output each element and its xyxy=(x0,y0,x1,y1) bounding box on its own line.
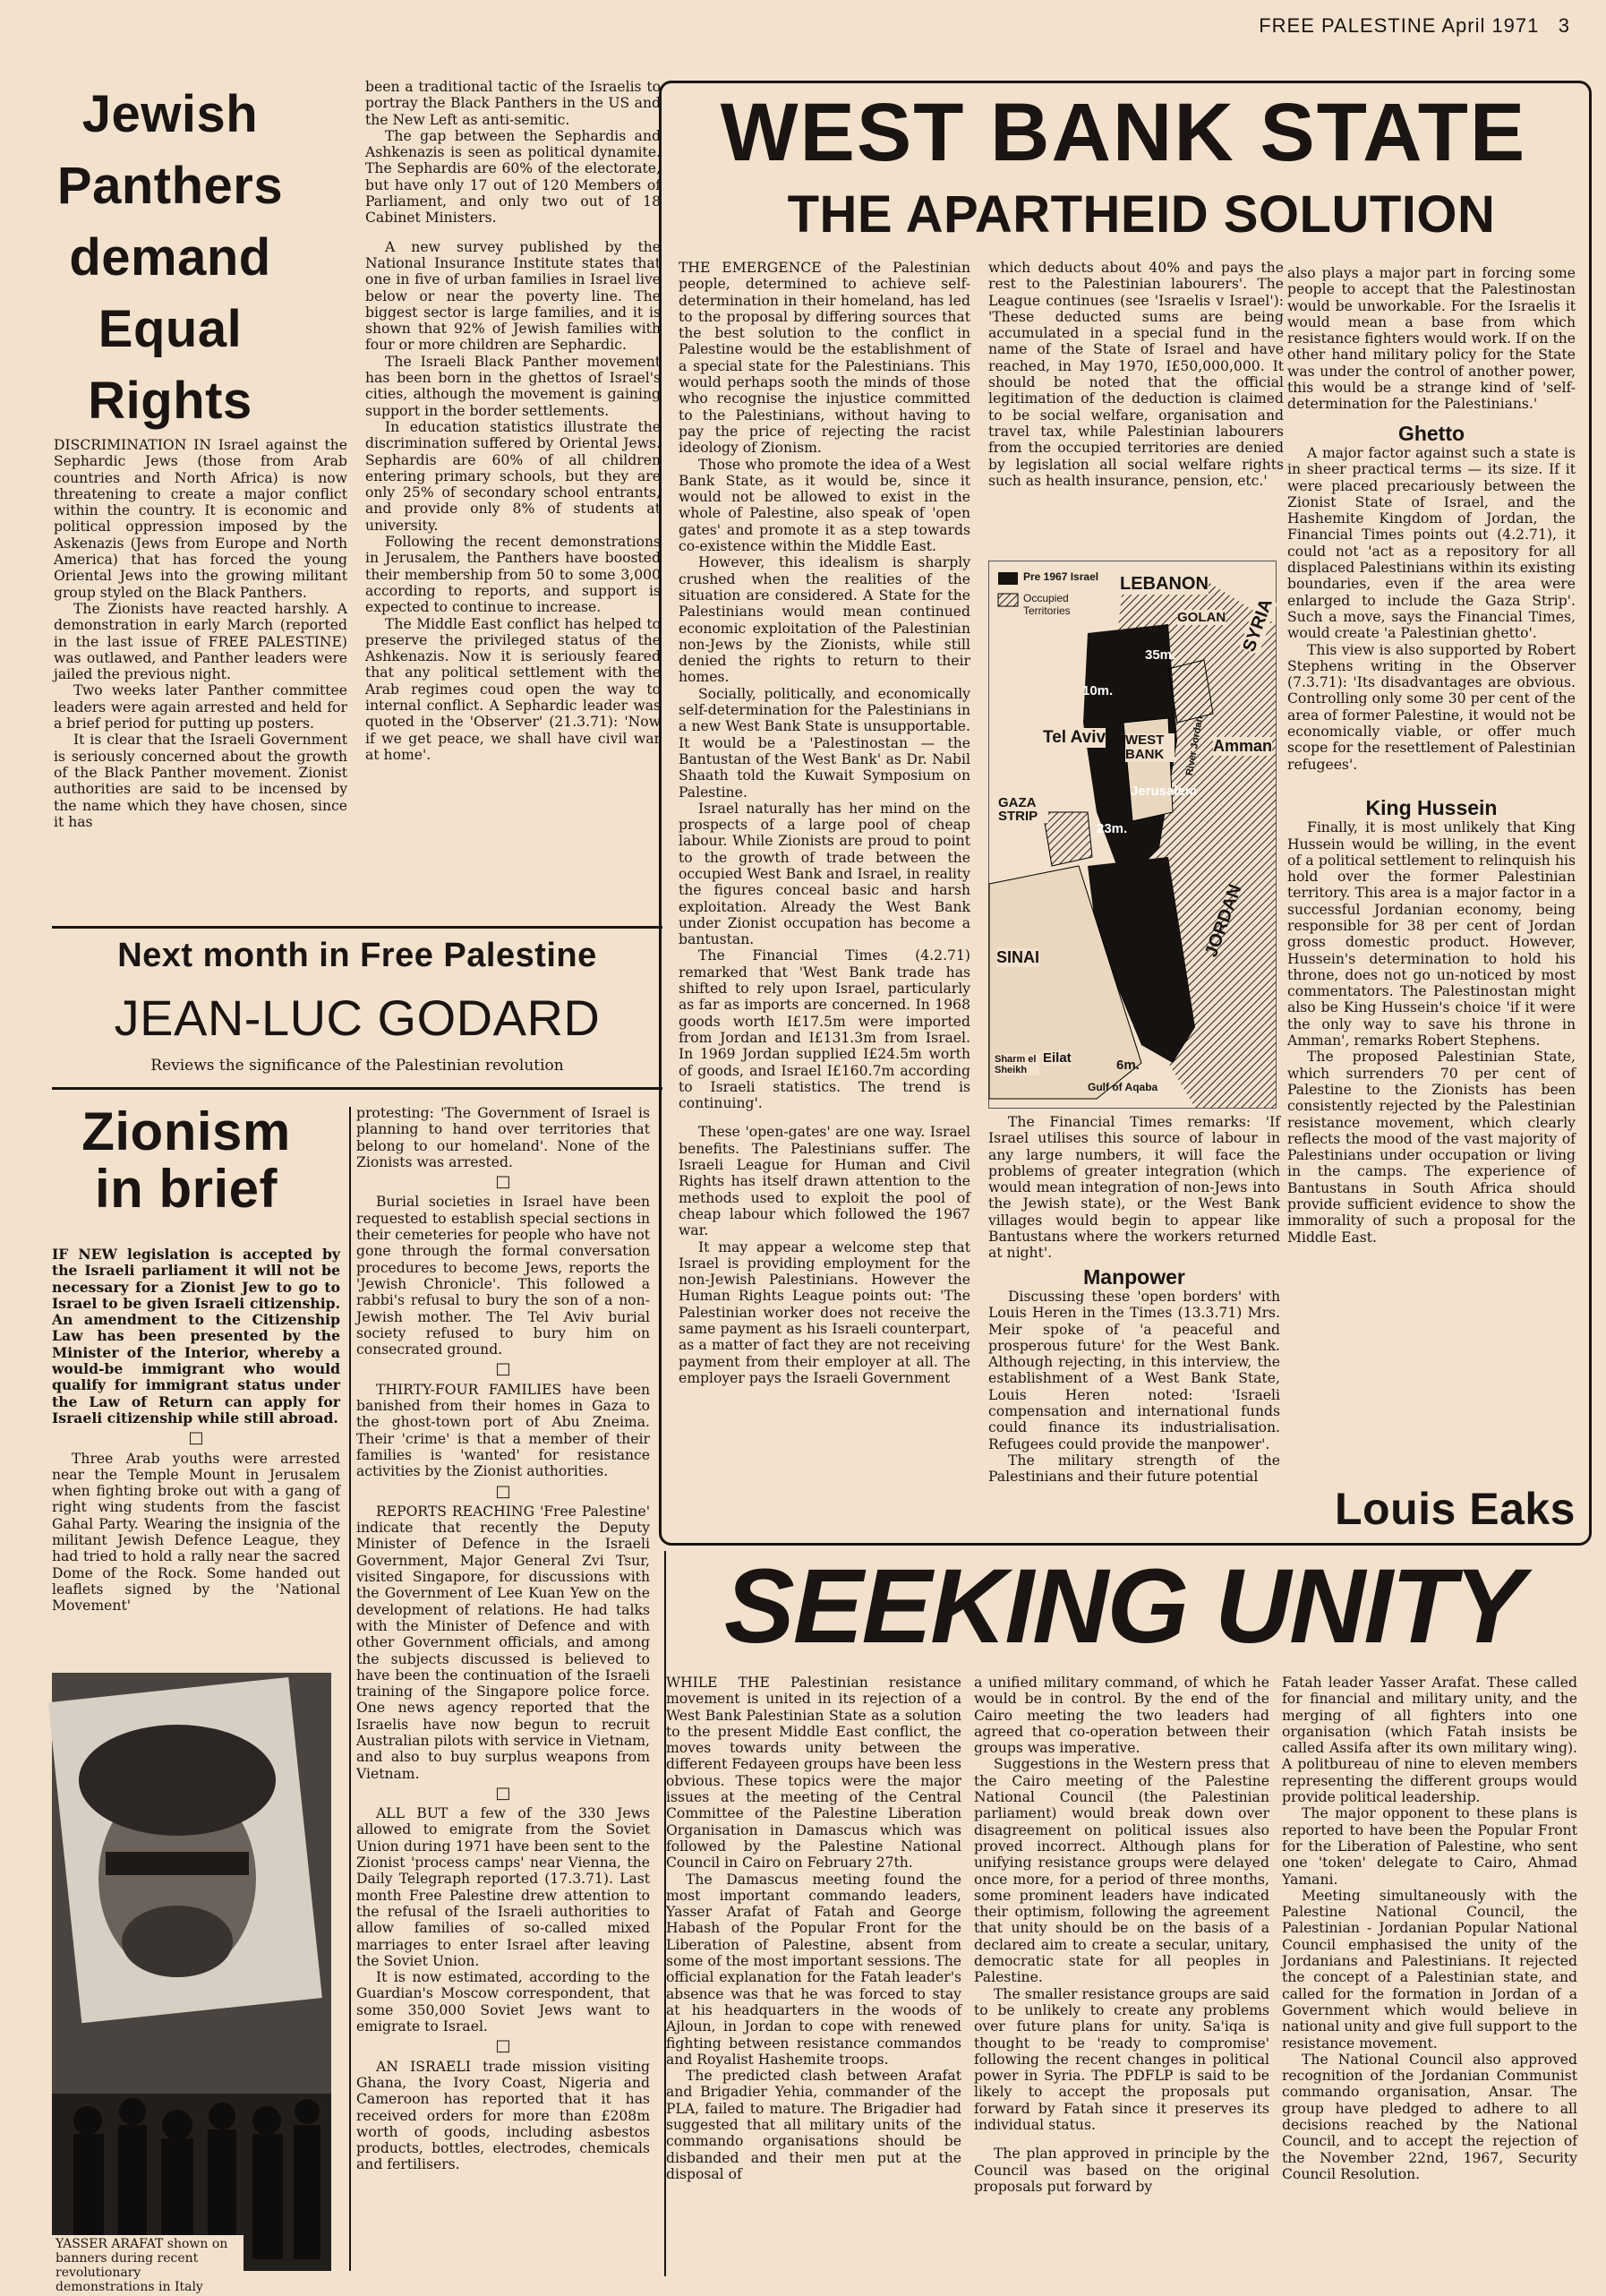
paragraph: Two weeks later Panther committee leaders were again arrested and held for a brief period for putting up posters. xyxy=(54,682,347,732)
paragraph: Burial societies in Israel have been requested to establish special sections in their cemeteries for people who have not gone through the formal conversation procedures to become Jews, reports the 'Jewish Chronicle'. This followed a rabbi's refusal to bury the son of a non-Jewish mother. The Tel Aviv burial society refused to bury him on consecrated ground. xyxy=(356,1194,650,1358)
paragraph: which deducts about 40% and pays the rest to the Palestinian labourers'. The League continues (see 'Israelis v Israel'): 'These deducted sums are being accumulated in a special fund in the name of the State of Israel and have reached, in May 1970, I£50,000,000. It should be noted that the official legitimation of the deduction is claimed to be social welfare, organisation and travel tax, while Palestinian labourers from the occupied territories are denied by legislation all social welfare rights such as health insurance, pension, etc.' xyxy=(988,260,1284,489)
west-bank-column-2-bottom xyxy=(988,1114,1280,1537)
separator-square: □ xyxy=(188,1428,204,1448)
paragraph: Meeting simultaneously with the Palestine National Council, the Palestinian - Jordanian Popular National Council emphasised the unity of the Jordanians and Palestinians. It rejected the concept of a Palestinian state, and called for the formation in Jordan of a Government which would believe in national unity and give full support to the resistance movement. xyxy=(1282,1887,1577,2052)
map-label: GOLAN xyxy=(1177,610,1226,625)
unity-column-1 xyxy=(666,1675,961,2283)
paragraph: Socially, politically, and economically self-determination for the Palestinians in a new West Bank State is unsupportable. It would be a 'Palestinostan — the Bantustan of the West Bank' as Dr. Nabil Shaath told the Kuwait Symposium on Palestine. xyxy=(679,685,970,801)
paragraph: It is now estimated, according to the Guardian's Moscow correspondent, that some 350,000 Soviet Jews want to emigrate to Israel. xyxy=(356,1969,650,2035)
separator-square: □ xyxy=(495,2036,511,2056)
paragraph: ALL BUT a few of the 330 Jews allowed to emigrate from the Soviet Union during 1971 have been sent to the Zionist 'process camps' near Vienna, the Daily Telegraph reported (17.3.71). Last month Free Palestine drew attention to the refusal of the Israeli authorities to allow families of so-called mixed marriages to enter Israel after leaving the Soviet Union. xyxy=(356,1805,650,1969)
map-label: LEBANON xyxy=(1120,574,1209,594)
west-bank-column-2-top xyxy=(988,260,1284,555)
paragraph: The military strength of the Palestinians and their future potential xyxy=(988,1452,1280,1486)
panthers-headline xyxy=(54,79,286,437)
next-month-line: Next month in Free Palestine xyxy=(117,937,597,974)
headline-line: Jewish xyxy=(81,85,259,143)
paragraph: THIRTY-FOUR FAMILIES have been banished from their homes in Gaza to the ghost-town port of Abu Zneima. Their 'crime' is that a member of their families is 'wanted' for resistance activities by the Zionist authorities. xyxy=(356,1381,650,1480)
west-bank-column-1 xyxy=(679,260,970,1533)
map-label: Sharm el Sheikh xyxy=(995,1054,1039,1075)
paragraph: protesting: 'The Government of Israel is planning to hand over territories that belong to our homeland'. None of the Zionists was arrested. xyxy=(356,1105,650,1170)
headline-line: Panthers xyxy=(56,157,284,215)
paragraph: A new survey published by the National Insurance Institute states that one in five of urban families in Israel live below or near the poverty line. The biggest sector is large families, and it is shown that 92% of Jewish families with four or more children are Sephardic. xyxy=(365,238,661,354)
map-label: Tel Aviv xyxy=(1043,728,1106,747)
paragraph: The proposed Palestinian State, which surrenders 70 per cent of Palestine to the Zionists has been consistently rejected by the Palestinian resistance movement, which clearly reflects the mood of the vast majority of Palestinians under occupation or living in the camps. The experience of Bantustans in South Africa should provide sufficient evidence to show the immorality of such a proposal for the Middle East. xyxy=(1287,1049,1576,1246)
paragraph: The National Council also approved recognition of the Jordanian Communist commando organisation, Ansar. The group have pledged to adhere to all decisions reached by the National Council, and to accept the rejection of the November 22nd, 1967, Security Council Resolution. xyxy=(1282,2051,1577,2182)
arafat-photo xyxy=(52,1673,331,2294)
paragraph: It may appear a welcome step that Israel is providing employment for the non-Jewish Palestinians. However the Human Rights League points out: 'The Palestinian worker does not receive the same payment as his Israeli counterpart, as a matter of fact they are not receiving payment from their employer at all. The employer pays the Israeli Government xyxy=(679,1238,970,1386)
paragraph: REPORTS REACHING 'Free Palestine' indicate that recently the Deputy Minister of Defence in the Israeli Government, Major General Zvi Tsur, visited Singapore, for discussions with the Government of Lee Kuan Yew on the development of relations. He had talks with the Minister of Defence and with other Government officials, and among the subjects discussed is believed to have been the continuation of the Israeli training of the Singapore police force. One news agency reported that the Israelis have now begun to recruit Australian pilots with service in Vietnam, and also to buy surplus weapons from Vietnam. xyxy=(356,1503,650,1782)
headline-line: demand xyxy=(69,228,271,287)
paragraph: The Israeli Black Panther movement has been born in the ghettos of Israel's cities, although the movement is gaining support in the border settlements. xyxy=(365,353,661,419)
map-label: SINAI xyxy=(996,948,1040,966)
lead-paragraph: IF NEW legislation is accepted by the Israeli parliament it will not be necessary for a Zionist Jew to go to Israel to be given Israeli citizenship. An amendment to the Citizenship Law has been presented by the Minister of the Interior, whereby a would-be immigrant who would qualify for immigrant status under the Law of Return can apply for Israeli citizenship while still abroad. xyxy=(52,1246,340,1426)
subhead-ghetto: Ghetto xyxy=(1397,421,1465,445)
separator-square: □ xyxy=(495,1481,511,1501)
paragraph: The Middle East conflict has helped to preserve the privileged status of the Ashkenazis. Now it is seriously feared that any political settlement with the Arab regimes coud open the way to internal conflict. A Sephardic leader was quoted in the 'Observer' (21.3.71): 'Now if we get peace, we shall have civil war at home'. xyxy=(365,615,661,763)
vertical-divider xyxy=(349,1107,351,2271)
zionism-column-1 xyxy=(52,1247,340,1658)
paragraph: The major opponent to these plans is reported to have been the Popular Front for the Liberation of Palestine, who sent one 'token' delegate to Cairo, Ahmad Yamani. xyxy=(1282,1805,1577,1888)
paragraph: Three Arab youths were arrested near the Temple Mount in Jerusalem when fighting broke out with a gang of right wing students from the fascist Gahal Party. Wearing the insignia of the militant Jewish Defence League, they had tried to hold a rally near the sacred Dome of the Rock. Some handed out leaflets signed by the 'National Movement' xyxy=(52,1450,340,1615)
map-label: GAZA STRIP xyxy=(998,796,1048,823)
zionism-column-2 xyxy=(356,1105,650,2278)
headline-line: Zionism xyxy=(81,1101,291,1161)
panthers-column-1 xyxy=(54,437,347,921)
paragraph: The smaller resistance groups are said to be unlikely to create any problems over future plans for unity. Sa'iqa is thought to be 'ready to compromise' following the recent changes in political power in Syria. The PDFLP is said to be likely to accept the proposals put forward by Fatah since it preserves its individual status. xyxy=(974,1985,1269,2134)
map-legend-israel: Pre 1967 Israel xyxy=(1023,570,1099,583)
map-label: 35m. xyxy=(1145,647,1176,663)
byline: Louis Eaks xyxy=(1335,1484,1576,1534)
paragraph: THE EMERGENCE of the Palestinian people, determined to achieve self-determination in their homeland, has led to the proposal by differing sources that the best solution to the conflict in Palestine would be the establishment of a special state for the Palestinians. This would perhaps sooth the minds of those who recognise the injustice committed to the Palestinians, without having to pay the price of rejecting the racist ideology of Zionism. xyxy=(679,260,970,457)
map-label: SYRIA xyxy=(1239,595,1277,655)
map-label: 23m. xyxy=(1097,821,1128,836)
unity-column-2 xyxy=(974,1675,1269,2283)
next-month-sub: Reviews the significance of the Palestinian revolution xyxy=(150,1057,564,1075)
panthers-column-2 xyxy=(365,79,661,921)
paragraph: Finally, it is most unlikely that King Hussein would be willing, in the event of a political settlement to relinquish his hold over the former Palestinian territory. This area is a major factor in a successful Jordanian economy, being responsible for 38 per cent of Jordan gross domestic product. However, Hussein's determination to hold his throne, does not go un-noticed by most commentators. The Palestinostan might also be King Hussein's choice 'if it were the only way to save his throne in Amman', remarks Robert Stephens. xyxy=(1287,819,1576,1049)
paragraph: The Zionists have reacted harshly. A demonstration in early March (reported in the last issue of FREE PALESTINE) was outlawed, and Panther leaders were jailed the previous night. xyxy=(54,600,347,683)
paragraph: The Financial Times remarks: 'If Israel utilises this source of labour in any large numbers, it will face the problems of greater integration (which would mean integration of non-Jews into the Jewish state), or the West Bank villages would begin to appear like Bantustans where the workers returned at night'. xyxy=(988,1114,1280,1262)
map-label: Amman xyxy=(1213,737,1273,755)
map-label: Eilat xyxy=(1043,1050,1072,1066)
paragraph: Suggestions in the Western press that the Cairo meeting of the Palestine National Council (the Palestinian parliament) would break down over disagreement on political issues also proved incorrect. Although plans for unifying resistance groups were delayed once more, for a period of three months, some prominent leaders have indicated their optimism, following the agreement that unity should be on the basis of a declared aim to create a secular, unitary, democratic state for all peoples in Palestine. xyxy=(974,1756,1269,1986)
zionism-headline xyxy=(52,1103,320,1218)
paragraph: The Damascus meeting found the most important commando leaders, Yasser Arafat of Fatah and George Habash of the Popular Front for the Liberation of Palestine, absent from some of the most important sessions. The official explanation for the Fatah leader's absence was that he was forced to stay at his headquarters in the woods of Ajloun, in Jordan to cope with renewed fighting between resistance commandos and Royalist Hashemite troops. xyxy=(666,1871,961,2068)
paragraph: been a traditional tactic of the Israelis to portray the Black Panthers in the US and the New Left as anti-semitic. xyxy=(365,79,661,128)
paragraph: However, this idealism is sharply crushed when the realities of the situation are considered. A State for the Palestinians would mean continued economic exploitation of the Palestinian non-Jews by the Zionists, while still denied the rights to return to their homes. xyxy=(679,554,970,686)
paragraph: a unified military command, of which he would be in control. By the end of the Cairo meeting the two leaders had agreed that co-operation between their groups was imperative. xyxy=(974,1675,1269,1757)
divider xyxy=(52,926,662,929)
map-label: River Jordan xyxy=(1183,715,1206,777)
map-legend-occupied: Occupied Territories xyxy=(1023,592,1071,617)
protest-banner-image xyxy=(52,1673,331,2271)
paragraph: DISCRIMINATION IN Israel against the Sephardic Jews (those from Arab countries and North Africa) is now threatening to create a major conflict within the country. It is economic and political oppression imposed by the Askenazis (Jews from Europe and North America) that has forced the young Oriental Jews into the growing militant group styled on the Black Panthers. xyxy=(54,437,347,601)
west-bank-map xyxy=(988,561,1277,1109)
west-bank-column-3 xyxy=(1287,265,1576,1501)
map-label: JORDAN xyxy=(1200,881,1246,960)
map-label: 10m. xyxy=(1082,683,1114,698)
paragraph: These 'open-gates' are one way. Israel benefits. The Palestinians suffer. The Israeli League for Human and Civil Rights has itself drawn attention to the methods used to exploit the pool of cheap labour which followed the 1967 war. xyxy=(679,1124,970,1239)
paragraph: In education statistics illustrate the discrimination suffered by Oriental Jews. Sephardis are 60% of all children entering primary schools, but they are only 25% of secondary school entrants, and provide only 8% of students at university. xyxy=(365,418,661,534)
headline-line: Rights xyxy=(88,372,252,430)
paragraph: Discussing these 'open borders' with Louis Heren in the Times (13.3.71) Mrs. Meir spoke of 'a peaceful and prosperous future' for the West Bank. Although rejecting, in this interview, the establishment of a West Bank State, Louis Heren noted: 'Israeli compensation and international funds could finance its industrialisation. Refugees could provide the manpower'. xyxy=(988,1288,1280,1452)
paragraph: It is clear that the Israeli Government is seriously concerned about the growth of the Black Panther movement. Zionist authorities are said to be incensed by the name which they have chosen, since it has xyxy=(54,732,347,830)
paper-name: FREE PALESTINE xyxy=(1259,14,1437,37)
map-label: Jerusalem xyxy=(1131,784,1198,799)
map-drawing xyxy=(989,561,1276,1108)
photo-caption: YASSER ARAFAT shown on banners during recent revolutionary demonstrations in Italy xyxy=(52,2235,243,2296)
separator-square: □ xyxy=(495,1359,511,1379)
paragraph: The predicted clash between Arafat and Brigadier Yehia, commander of the PLA, failed to mature. The Brigadier had suggested that all military units of the commando organisations should be disbanded and their men put at the disposal of xyxy=(666,2068,961,2182)
paragraph: The plan approved in principle by the Council was based on the original proposals put forward by xyxy=(974,2146,1269,2195)
west-bank-title: WEST BANK STATE xyxy=(720,87,1527,178)
paragraph: Israel naturally has her mind on the prospects of a large pool of cheap labour. While Zionists are proud to point to the growth of trade between the occupied West Bank and Israel, in reality the figures conceal basic and harsh exploitation. Already the West Bank under Zionist occupation has become a bantustan. xyxy=(679,800,970,948)
unity-column-3 xyxy=(1282,1675,1577,2283)
headline-line: in brief xyxy=(94,1159,278,1219)
paragraph: Those who promote the idea of a West Bank State, as it would be, since it would not be allowed to exist in the whole of Palestine, also speak of 'open gates' and promote it as a step towards co-existence within the Middle East. xyxy=(679,456,970,555)
headline-line: Equal xyxy=(98,300,243,358)
paragraph: This view is also supported by Robert Stephens writing in the Observer (7.3.71): 'Its disadvantages are obvious. Controlling only some 30 per cent of the area of former Palestine, it would not be economically viable, or offer much scope for the resettlement of Palestinian refugees'. xyxy=(1287,641,1576,773)
map-label: WEST BANK xyxy=(1125,733,1175,762)
map-label: Gulf of Aqaba xyxy=(1088,1081,1158,1093)
paragraph: The Financial Times (4.2.71) remarked that 'West Bank trade has shifted to rely upon Israel, particularly as far as imports are concerned. In 1968 goods worth I£17.5m were imported from Jordan and I£131.3m from Israel. In 1969 Jordan supplied I£24.5m worth of goods, and Israel I£160.7m according to Israeli statistics. The trend is continuing'. xyxy=(679,947,970,1112)
subhead-king-hussein: King Hussein xyxy=(1365,795,1498,819)
issue-date: April 1971 xyxy=(1441,14,1540,37)
running-head xyxy=(1259,14,1570,38)
paragraph: Fatah leader Yasser Arafat. These called for financial and military unity, and the merging of all fighters into one organisation (which Fatah insists be called Assifa after its own military wing). A politbureau of nine to eleven members representing the different groups would provide political leadership. xyxy=(1282,1675,1577,1806)
next-month-name: JEAN-LUC GODARD xyxy=(114,990,601,1046)
paragraph: also plays a major part in forcing some people to accept that the Palestinostan would be unworkable. For the Israelis it would mean a base from which resistance fighters would work. If on the other hand military policy for the State was under the control of another power, this would be a strange kind of 'self-determination for the Palestinians.' xyxy=(1287,265,1576,413)
divider xyxy=(52,1087,662,1090)
paragraph: A major factor against such a state is in sheer practical terms — its size. If it were placed precariously between the Zionist State of Israel, and the Hashemite Kingdom of Jordan, the Financial Times points out (4.2.71), it could not 'act as a repository for all displaced Palestinians within its existing boundaries, even if the area were enlarged to include the Gaza Strip'. Such a move, says the Financial Times, would create 'a Palestinian ghetto'. xyxy=(1287,444,1576,642)
paragraph: WHILE THE Palestinian resistance movement is united in its rejection of a West Bank Palestinian State as a solution to the present Middle East conflict, the moves towards unity between the different Fedayeen groups have been less obvious. These topics were the major issues at the meeting of the Central Committee of the Palestine Liberation Organisation in Damascus which was followed by the Palestine National Council in Cairo on February 27th. xyxy=(666,1675,961,1872)
west-bank-subtitle: THE APARTHEID SOLUTION xyxy=(787,185,1496,244)
paragraph: Following the recent demonstrations in Jerusalem, the Panthers have boosted their membership from 50 to some 3,000 according to reports, and support is expected to continue to increase. xyxy=(365,534,661,616)
subhead-manpower: Manpower xyxy=(1083,1264,1185,1289)
page-number: 3 xyxy=(1558,14,1570,37)
unity-headline: SEEKING UNITY xyxy=(724,1547,1523,1666)
separator-square: □ xyxy=(495,1783,511,1803)
map-label: 6m. xyxy=(1116,1058,1140,1073)
paragraph: AN ISRAELI trade mission visiting Ghana, the Ivory Coast, Nigeria and Cameroon has reported that it has received orders for more than £208m worth of goods, including asbestos products, bottles, electrodes, chemicals and fertilisers. xyxy=(356,2058,650,2173)
separator-square: □ xyxy=(495,1172,511,1192)
paragraph: The gap between the Sephardis and Ashkenazis is seen as political dynamite. The Sephardis are 60% of the electorate, but have only 17 out of 120 Members of Parliament, and only two out of 18 Cabinet Ministers. xyxy=(365,127,661,227)
